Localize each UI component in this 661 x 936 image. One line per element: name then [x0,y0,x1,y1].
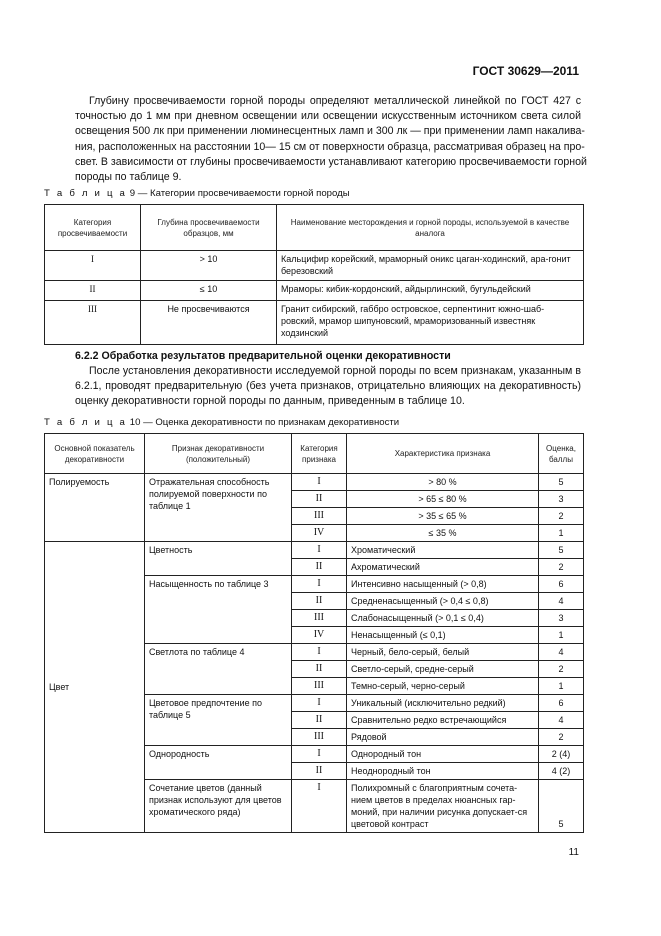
header-cell: Наименование месторождения и горной породы, используемой в качестве аналога [277,205,584,251]
score-cell: 5 [539,780,584,833]
paragraph-line: свет. В зависимости от глубины просвечиваемости устанавливают категорию просвечиваемости горной [75,155,587,168]
score-cell: 4 [539,593,584,610]
category-cell: II [45,281,141,301]
indicator-cell: Полируемость [45,474,145,542]
sign-cell: Цветовое предпочтение по таблице 5 [145,695,292,746]
score-cell: 6 [539,576,584,593]
sign-cell: Светлота по таблице 4 [145,644,292,695]
score-cell: 4 [539,712,584,729]
category-cell: III [292,678,347,695]
score-cell: 1 [539,525,584,542]
characteristic-cell: Уникальный (исключительно редкий) [347,695,539,712]
category-cell: III [292,610,347,627]
table-row [45,301,584,345]
section-title: 6.2.2 Обработка результатов предварительной оценки декоративности [75,350,451,362]
header-cell: Характеристика признака [347,434,539,474]
category-cell: I [292,576,347,593]
indicator-cell [45,542,145,833]
score-cell: 2 [539,729,584,746]
category-cell: I [292,474,347,491]
characteristic-cell: Хроматический [347,542,539,559]
characteristic-cell: Слабонасыщенный (> 0,1 ≤ 0,4) [347,610,539,627]
paragraph-line: породы по таблице 9. [75,171,182,184]
depth-cell: ≤ 10 [141,281,277,301]
category-cell: I [292,780,347,833]
characteristic-cell: Интенсивно насыщенный (> 0,8) [347,576,539,593]
category-cell: III [292,508,347,525]
table-row [45,281,584,301]
header-cell: Оценка, баллы [539,434,584,474]
table10-caption [44,417,399,428]
score-cell: 2 [539,661,584,678]
score-cell: 1 [539,627,584,644]
characteristic-cell: Черный, бело-серый, белый [347,644,539,661]
category-cell: II [292,763,347,780]
characteristic-cell: > 35 ≤ 65 % [347,508,539,525]
header-cell: Основной показатель декоративности [45,434,145,474]
header-cell: Категория просвечиваемости [45,205,141,251]
score-cell: 1 [539,678,584,695]
score-cell: 4 (2) [539,763,584,780]
sign-cell: Однородность [145,746,292,780]
table9-caption [44,188,350,199]
sign-cell: Насыщенность по таблице 3 [145,576,292,644]
header-cell: Глубина просвечиваемости образцов, мм [141,205,277,251]
characteristic-cell: Ахроматический [347,559,539,576]
analog-cell: Мраморы: кибик-кордонский, айдырлинский, бугульдейский [277,281,584,301]
sign-cell: Цветность [145,542,292,576]
table-row [45,542,584,559]
characteristic-cell: Полихромный с благоприятным сочета-нием цветов в пределах нюансных гар-моний, при наличии рисунка допускает-ся цветовой контраст [347,780,539,833]
category-cell: I [292,542,347,559]
category-cell: II [292,559,347,576]
table-label: Т а б л и ц а [44,188,128,199]
score-cell: 3 [539,491,584,508]
category-cell: I [292,644,347,661]
score-cell: 3 [539,610,584,627]
score-cell: 2 [539,559,584,576]
analog-cell: Гранит сибирский, габбро островское, серпентинит южно-шаб-ровский, мрамор шипуновский, мраморизованный известняк ходзинский [277,301,584,345]
table-label: Т а б л и ц а [44,417,128,428]
sign-cell: Отражательная способность полируемой поверхности по таблице 1 [145,474,292,542]
characteristic-cell: Средненасыщенный (> 0,4 ≤ 0,8) [347,593,539,610]
category-cell: I [292,695,347,712]
sign-cell: Сочетание цветов (данный признак используют для цветов хроматического ряда) [145,780,292,833]
category-cell: II [292,712,347,729]
indicator-label: Цвет [49,682,70,692]
paragraph-line: точностью до 1 мм при дневном освещении или освещении искусственным источником света силой [75,110,581,123]
category-cell: III [292,729,347,746]
category-cell: IV [292,627,347,644]
table-title: 9 — Категории просвечиваемости горной породы [129,188,350,199]
score-cell: 5 [539,542,584,559]
paragraph-line: После установления декоративности исследуемой горной породы по всем признакам, указанным в [89,365,581,377]
characteristic-cell: > 65 ≤ 80 % [347,491,539,508]
category-cell: II [292,491,347,508]
characteristic-cell: ≤ 35 % [347,525,539,542]
characteristic-cell: Сравнительно редко встречающийся [347,712,539,729]
score-cell: 4 [539,644,584,661]
category-cell: II [292,593,347,610]
category-cell: III [45,301,141,345]
table-header-row [45,205,584,251]
intro-paragraph [75,94,587,185]
paragraph-line: освещения 500 лк при применении люминесцентных ламп и 300 лк — при применении ламп накалива- [75,125,585,138]
category-cell: IV [292,525,347,542]
characteristic-cell: Рядовой [347,729,539,746]
table-title: 10 — Оценка декоративности по признакам декоративности [129,417,400,428]
category-cell: II [292,661,347,678]
category-cell: I [292,746,347,763]
table-10 [44,433,584,833]
analog-cell: Кальцифир корейский, мраморный оникс цаган-ходинский, ара-гонит березовский [277,251,584,281]
characteristic-cell: Неоднородный тон [347,763,539,780]
section-paragraph [75,364,581,410]
score-cell: 6 [539,695,584,712]
depth-cell: Не просвечиваются [141,301,277,345]
table-9 [44,204,584,345]
score-cell: 2 (4) [539,746,584,763]
score-cell: 5 [539,474,584,491]
characteristic-cell: Темно-серый, черно-серый [347,678,539,695]
header-cell: Категория признака [292,434,347,474]
characteristic-cell: Светло-серый, средне-серый [347,661,539,678]
paragraph-line: Глубину просвечиваемости горной породы определяют металлической линейкой по ГОСТ 427 с [89,95,581,107]
table-row [45,474,584,491]
paragraph-line: ния, расположенных на расстоянии 10— 15 см от поверхности образца, рассматривая образец на про- [75,140,585,153]
score-cell: 2 [539,508,584,525]
characteristic-cell: Однородный тон [347,746,539,763]
table-row [45,251,584,281]
characteristic-cell: Ненасыщенный (≤ 0,1) [347,627,539,644]
paragraph-line: 6.2.1, проводят предварительную (без учета признаков, отрицательно влияющих на декоративность) [75,380,581,393]
header-cell: Признак декоративности (положительный) [145,434,292,474]
table-header-row [45,434,584,474]
document-code: ГОСТ 30629—2011 [472,64,579,78]
depth-cell: > 10 [141,251,277,281]
paragraph-line: оценку декоративности горной породы по данным, приведенным в таблице 10. [75,395,465,408]
characteristic-cell: > 80 % [347,474,539,491]
page-number: 11 [568,847,579,858]
category-cell: I [45,251,141,281]
